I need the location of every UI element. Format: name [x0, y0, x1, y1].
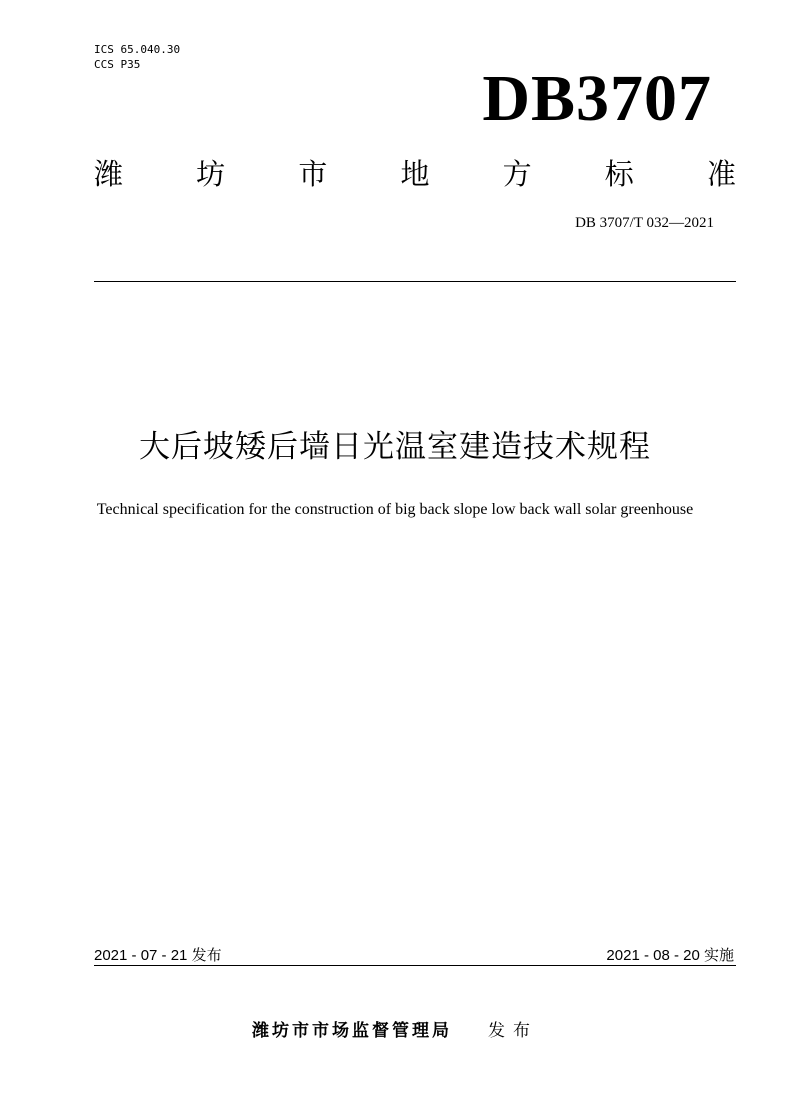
publish-date: 2021 - 07 - 21 发布 [94, 947, 222, 964]
ics-code: ICS 65.040.30 [94, 43, 181, 56]
title-english: Technical specification for the construction of big back slope low back wall solar greenhouse [96, 501, 694, 518]
standard-type-char: 标 [604, 156, 634, 191]
classification-codes [94, 42, 180, 72]
standard-type-char: 坊 [196, 156, 226, 191]
issuer-name: 潍坊市市场监督管理局 [252, 1021, 452, 1041]
standard-number: DB 3707/T 032—2021 [575, 215, 714, 231]
implement-date: 2021 - 08 - 20 实施 [606, 947, 734, 964]
standard-type-char: 市 [298, 156, 328, 191]
header-divider [94, 281, 736, 282]
db-code: DB3707 [482, 62, 712, 135]
title-chinese: 大后坡矮后墙日光温室建造技术规程 [139, 429, 651, 465]
standard-type-char: 潍 [94, 156, 124, 191]
standard-type-char: 方 [502, 156, 532, 191]
footer-divider [94, 965, 736, 966]
issuer-action: 发布 [488, 1021, 538, 1041]
issuer-line [0, 1016, 790, 1041]
standard-type-char: 准 [706, 156, 736, 191]
standard-type-heading [94, 152, 736, 192]
standard-type-char: 地 [400, 156, 430, 191]
ccs-code: CCS P35 [94, 58, 141, 71]
